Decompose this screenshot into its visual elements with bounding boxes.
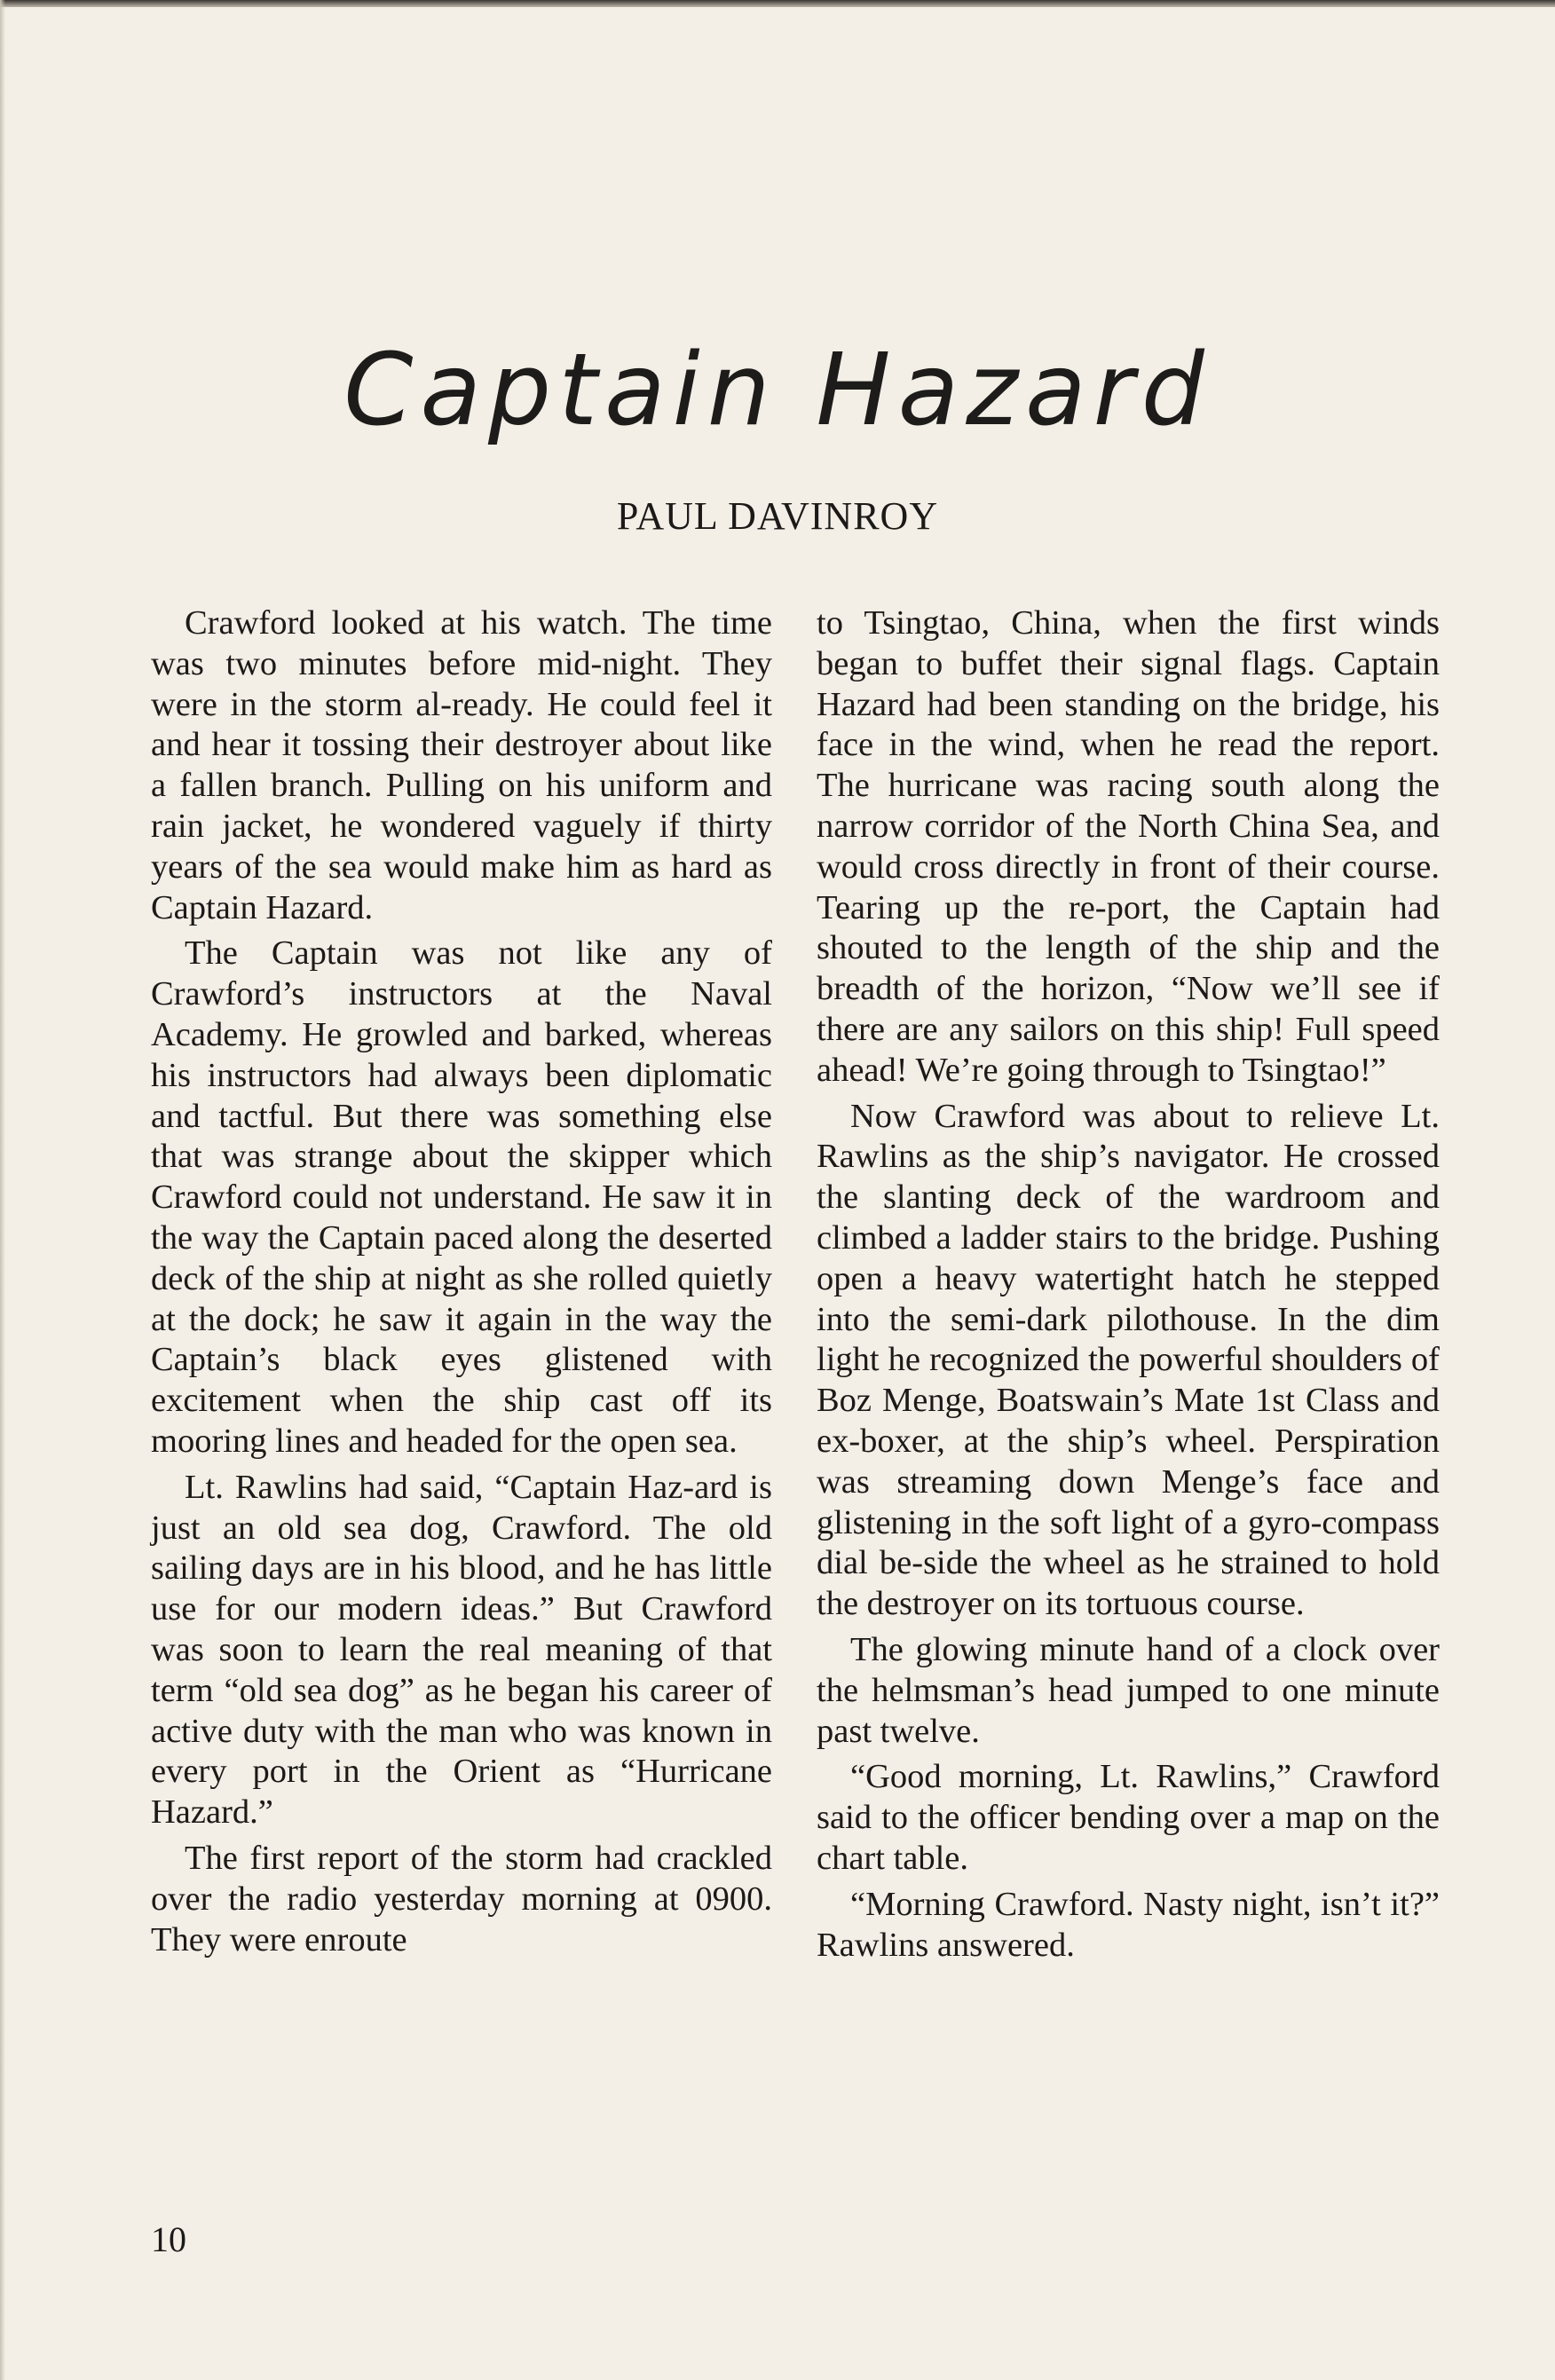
paragraph: The glowing minute hand of a clock over the helmsman’s head jumped to one minute past twelve. (817, 1630, 1440, 1750)
author-last-name: DAVINROY (728, 494, 939, 538)
paragraph: Crawford looked at his watch. The time was two minutes before mid-night. They were in the storm al-ready. He could feel it and hear it tossing their destroyer about like a fallen branch. Pulling on his uniform and rain jacket, he wondered vaguely if thirty years of the sea would make him as hard as Captain Hazard. (151, 604, 772, 926)
paragraph: The Captain was not like any of Crawford’s instructors at the Naval Academy. He growled and barked, whereas his instructors had always been diplomatic and tactful. But there was something else that was strange about the skipper which Crawford could not understand. He saw it in the way the Captain paced along the deserted deck of the ship at night as she rolled quietly at the dock; he saw it again in the way the Captain’s black eyes glistened with excitement when the ship cast off its mooring lines and headed for the open sea. (151, 934, 772, 1460)
paragraph: Lt. Rawlins had said, “Captain Haz-ard is just an old sea dog, Crawford. The old sailing days are in his blood, and he has little use for our modern ideas.” But Crawford was soon to learn the real meaning of that term “old sea dog” as he began his career of active duty with the man who was known in every port in the Orient as “Hurricane Hazard.” (151, 1468, 772, 1832)
left-text-column (151, 603, 772, 1960)
article-title: Captain Hazard (343, 333, 1212, 449)
right-text-column (817, 603, 1440, 1966)
author-first-name: PAUL (616, 494, 718, 538)
paragraph: “Good morning, Lt. Rawlins,” Crawford said to the officer bending over a map on the chart table. (817, 1758, 1440, 1877)
page-number: 10 (151, 2219, 186, 2259)
paragraph: Now Crawford was about to relieve Lt. Rawlins as the ship’s navigator. He crossed the slanting deck of the wardroom and climbed a ladder stairs to the bridge. Pushing open a heavy watertight hatch he stepped into the semi-dark pilothouse. In the dim light he recognized the powerful shoulders of Boz Menge, Boatswain’s Mate 1st Class and ex-boxer, at the ship’s wheel. Perspiration was streaming down Menge’s face and glistening in the soft light of a gyro-compass dial be-side the wheel as he strained to hold the destroyer on its tortuous course. (817, 1097, 1440, 1623)
paragraph: The first report of the storm had crackled over the radio yesterday morning at 0900. They were enroute (151, 1839, 772, 1958)
page-top-edge (0, 0, 1555, 7)
paragraph: “Morning Crawford. Nasty night, isn’t it?” Rawlins answered. (817, 1885, 1440, 1964)
author-byline (0, 493, 1555, 539)
paragraph: to Tsingtao, China, when the first winds began to buffet their signal flags. Captain Hazard had been standing on the bridge, his face in the wind, when he read the report. The hurricane was racing south along the narrow corridor of the North China Sea, and would cross directly in front of their course. Tearing up the re-port, the Captain had shouted to the length of the ship and the breadth of the horizon, “Now we’ll see if there are any sailors on this ship! Full speed ahead! We’re going through to Tsingtao!” (817, 604, 1440, 1089)
